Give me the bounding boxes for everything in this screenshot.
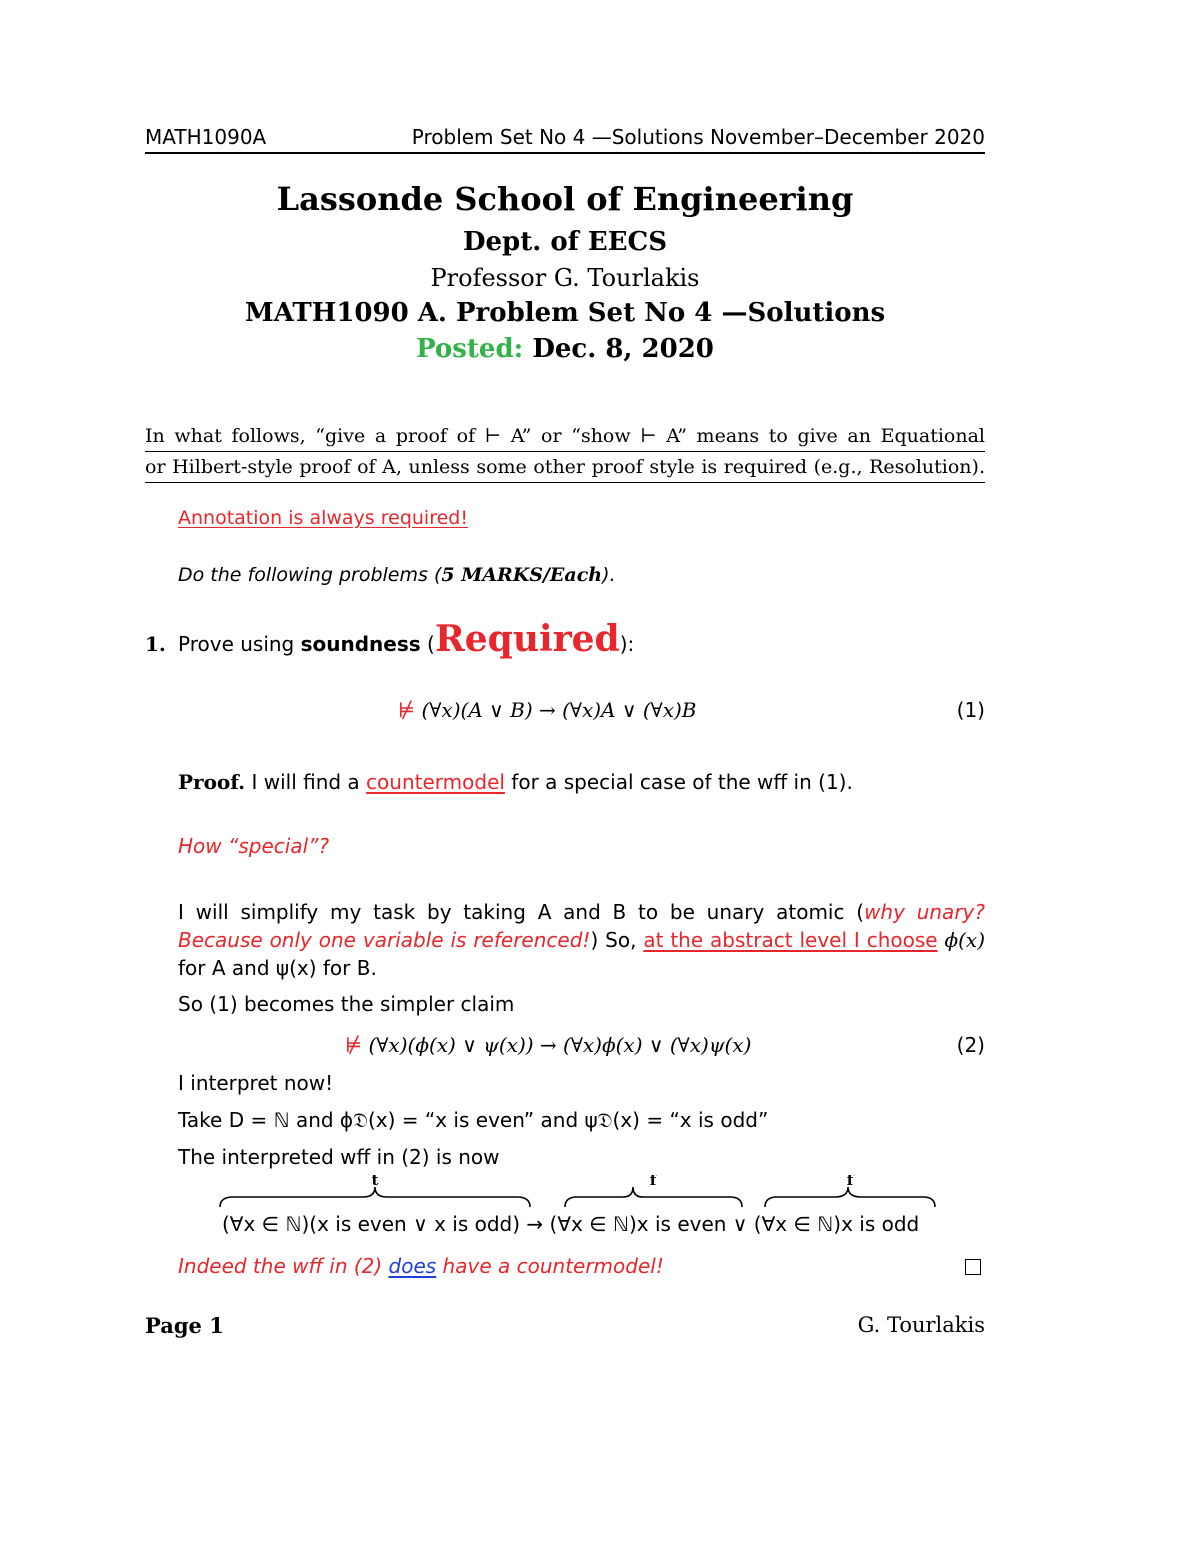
interpret-now: I interpret now! xyxy=(178,1071,334,1095)
problem-set-title: MATH1090 A. Problem Set No 4 —Solutions xyxy=(244,298,886,328)
para-line-3: for A and ψ(x) for B. xyxy=(178,956,377,980)
equation-1-number: (1) xyxy=(956,698,985,722)
posted-line xyxy=(0,334,1130,364)
department: Dept. of EECS xyxy=(462,227,668,257)
does-link[interactable]: does xyxy=(388,1254,437,1278)
footer-page: Page 1 xyxy=(145,1313,224,1338)
problem-number: 1. xyxy=(145,632,166,656)
problem-open-paren: ( xyxy=(420,632,435,656)
header-course-code: MATH1090A xyxy=(145,125,267,149)
not-entails-symbol-2: ⊭ xyxy=(345,1033,363,1057)
problem-keyword: soundness xyxy=(300,632,421,656)
proof-label: Proof. xyxy=(178,770,246,794)
do-problems-prefix: Do the following problems ( xyxy=(178,564,442,586)
brace-label-t: t xyxy=(371,1175,379,1189)
indeed-line: Indeed the wff in (2) does have a countermodel! xyxy=(178,1254,664,1278)
simplify-paragraph xyxy=(178,898,985,982)
header-rule xyxy=(145,152,985,154)
interpreted-formula: (∀x ∈ ℕ)(x is even ∨ x is odd) → (∀x ∈ ℕ)x is even ∨ (∀x ∈ ℕ)x is odd xyxy=(222,1212,920,1236)
problem-prefix: Prove using xyxy=(178,632,301,656)
brace-f1 xyxy=(565,1187,742,1207)
do-problems-marks: 5 MARKS/Each xyxy=(441,564,603,586)
required-badge: Required xyxy=(434,618,620,660)
intro-box xyxy=(145,421,985,483)
brace-label-f2: f xyxy=(846,1175,854,1189)
equation-1-body: (∀x)(A ∨ B) → (∀x)A ∨ (∀x)B xyxy=(415,698,697,722)
annotation-note: Annotation is always required! xyxy=(178,507,468,529)
proof-text-b: for a special case of the wff in (1). xyxy=(504,770,853,794)
equation-1 xyxy=(398,698,697,722)
do-problems-suffix: ). xyxy=(602,564,616,586)
countermodel-link[interactable]: countermodel xyxy=(366,770,505,794)
equation-2 xyxy=(345,1033,751,1057)
professor: Professor G. Tourlakis xyxy=(430,264,700,292)
qed-box-icon xyxy=(965,1259,981,1275)
do-problems-line xyxy=(178,564,616,586)
intro-line-2: or Hilbert-style proof of A, unless some other proof style is required (e.g., Resolution). xyxy=(145,452,985,483)
brace-f2 xyxy=(765,1187,935,1207)
problem-statement xyxy=(178,618,634,660)
problem-close-paren: ): xyxy=(619,632,635,656)
abstract-level-link[interactable]: at the abstract level I choose xyxy=(643,928,938,952)
header-title: Problem Set No 4 —Solutions November–December 2020 xyxy=(411,125,985,149)
school-name: Lassonde School of Engineering xyxy=(276,180,854,218)
intro-line-1: In what follows, “give a proof of ⊢ A” or “show ⊢ A” means to give an Equational xyxy=(145,421,985,452)
footer-author: G. Tourlakis xyxy=(857,1313,985,1337)
equation-2-number: (2) xyxy=(956,1033,985,1057)
how-special-note: How “special”? xyxy=(178,834,330,858)
not-entails-symbol: ⊭ xyxy=(398,698,416,722)
posted-label: Posted: xyxy=(416,334,524,364)
para-line-2: Because only one variable is referenced!) So, at the abstract level I choose ϕ(x) xyxy=(178,928,986,952)
because-note: Because only one variable is referenced! xyxy=(178,928,591,952)
so-line: So (1) becomes the simpler claim xyxy=(178,992,515,1016)
brace-t xyxy=(220,1187,530,1207)
posted-date: Dec. 8, 2020 xyxy=(532,334,714,364)
proof-text-a: I will find a xyxy=(245,770,367,794)
equation-2-body: (∀x)(ϕ(x) ∨ ψ(x)) → (∀x)ϕ(x) ∨ (∀x)ψ(x) xyxy=(362,1033,752,1057)
interpreted-wff-line: The interpreted wff in (2) is now xyxy=(178,1145,500,1169)
proof-line xyxy=(178,770,853,794)
brace-label-f1: f xyxy=(649,1175,657,1189)
take-line: Take D = ℕ and ϕ𝔇(x) = “x is even” and ψ𝔇(x) = “x is odd” xyxy=(178,1108,769,1132)
para-line-1: I will simplify my task by taking A and B to be unary atomic (why unary? xyxy=(178,900,985,924)
truth-value-braces xyxy=(215,1175,955,1215)
why-unary-note: why unary? xyxy=(864,900,985,924)
